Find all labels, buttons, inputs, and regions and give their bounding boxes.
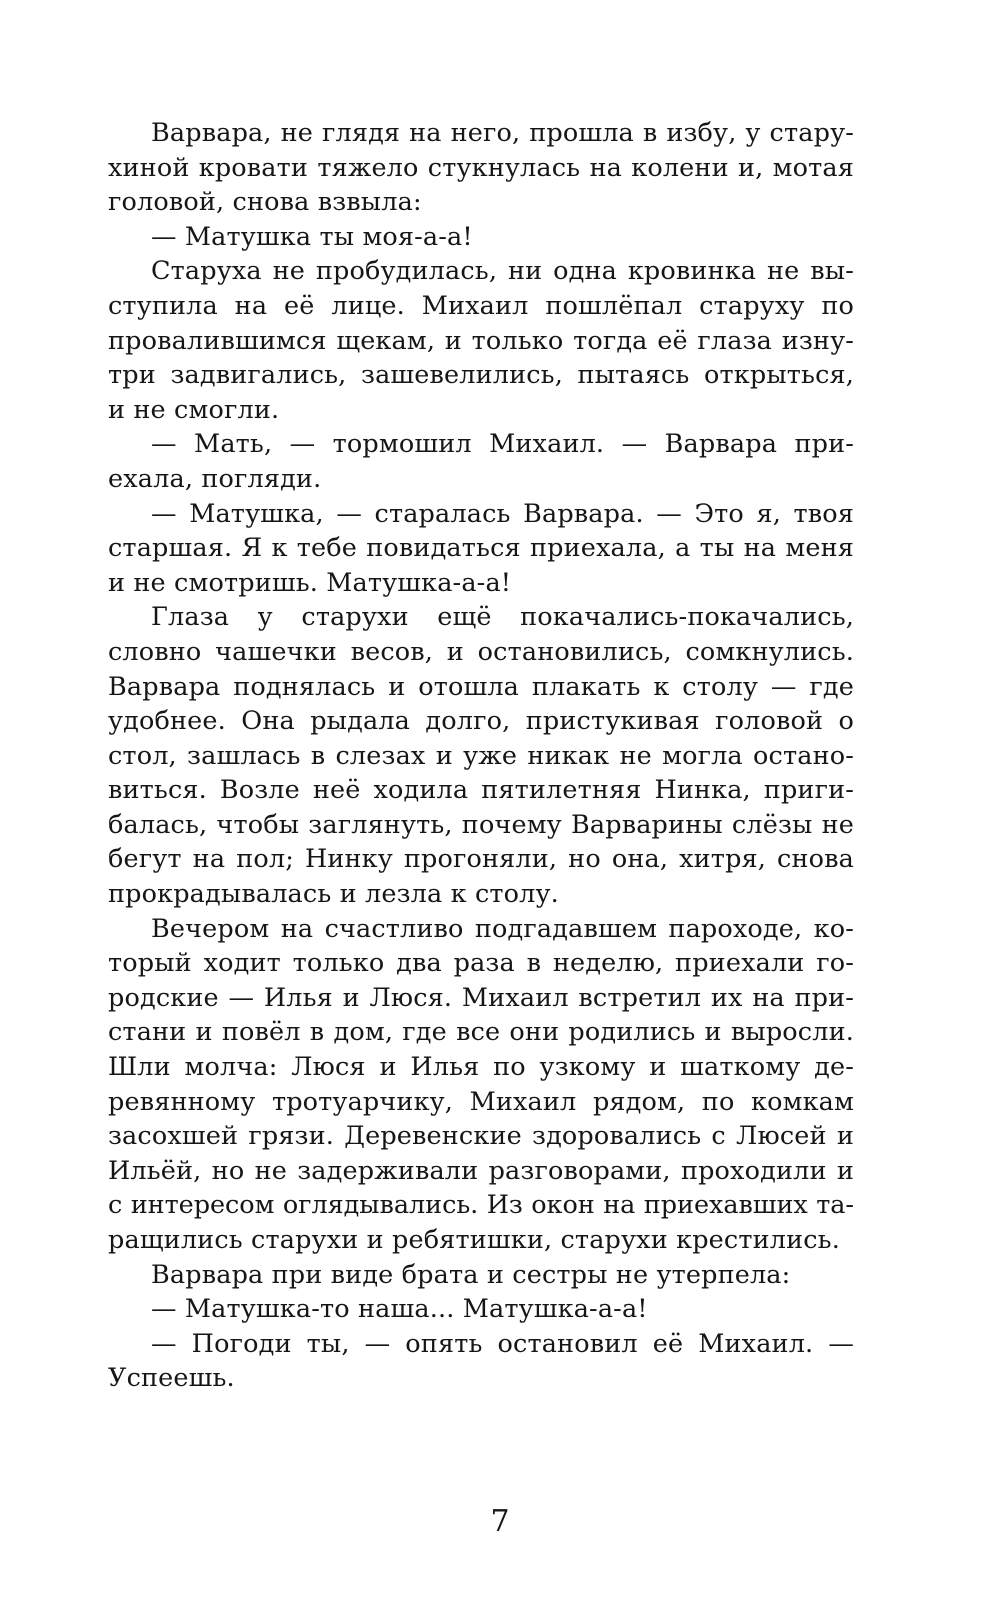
text-line: Глаза у старухи ещё покачались-покачались, bbox=[151, 602, 854, 633]
text-line: стол, зашлась в слезах и уже никак не могла остано- bbox=[108, 740, 854, 771]
text-line: — Матушка ты моя-а-а! bbox=[151, 221, 473, 252]
text-line: и не смотришь. Матушка-а-а! bbox=[108, 567, 512, 598]
text-line: Ильёй, но не задерживали разговорами, проходили и bbox=[108, 1155, 854, 1186]
text-line: три задвигались, зашевелились, пытаясь открыться, bbox=[108, 360, 854, 391]
text-line: Старуха не пробудилась, ни одна кровинка не вы- bbox=[151, 256, 854, 287]
text-line: Вечером на счастливо подгадавшем пароходе, ко- bbox=[151, 913, 854, 944]
text-line: Варвара, не глядя на него, прошла в избу, у стару- bbox=[151, 118, 854, 148]
text-line: головой, снова взвыла: bbox=[108, 187, 422, 218]
text-line: стани и повёл в дом, где все они родились и выросли. bbox=[108, 1017, 854, 1048]
text-line: прокрадывалась и лезла к столу. bbox=[108, 879, 559, 910]
text-line: ревянному тротуарчику, Михаил рядом, по комкам bbox=[108, 1086, 854, 1117]
text-line: хиной кровати тяжело стукнулась на колени и, мотая bbox=[108, 152, 854, 183]
text-line: родские — Илья и Люся. Михаил встретил их на при- bbox=[108, 982, 854, 1013]
text-line: Шли молча: Люся и Илья по узкому и шаткому де- bbox=[108, 1052, 854, 1083]
text-line: — Матушка-то наша... Матушка-а-а! bbox=[151, 1294, 648, 1325]
text-line: виться. Возле неё ходила пятилетняя Нинка, приги- bbox=[108, 775, 854, 806]
text-line: — Мать, — тормошил Михаил. — Варвара при- bbox=[151, 429, 854, 460]
text-line: удобнее. Она рыдала долго, пристукивая головой о bbox=[108, 706, 854, 737]
text-line: ращились старухи и ребятишки, старухи крестились. bbox=[108, 1225, 840, 1255]
text-line: с интересом оглядывались. Из окон на приехавших та- bbox=[108, 1190, 854, 1221]
text-line: и не смогли. bbox=[108, 394, 280, 425]
text-line: Варвара при виде брата и сестры не утерпела: bbox=[151, 1259, 791, 1290]
text-line: торый ходит только два раза в неделю, приехали го- bbox=[108, 948, 854, 979]
text-line: Успеешь. bbox=[108, 1363, 235, 1394]
page-number: 7 bbox=[490, 1504, 510, 1539]
text-line: — Матушка, — старалась Варвара. — Это я, твоя bbox=[151, 498, 854, 529]
text-line: — Погоди ты, — опять остановил её Михаил. — bbox=[151, 1328, 854, 1359]
text-line: старшая. Я к тебе повидаться приехала, а ты на меня bbox=[108, 533, 854, 564]
text-line: провалившимся щекам, и только тогда её глаза изну- bbox=[108, 325, 854, 356]
text-line: словно чашечки весов, и остановились, сомкнулись. bbox=[108, 636, 854, 667]
text-line: балась, чтобы заглянуть, почему Варварины слёзы не bbox=[108, 809, 854, 840]
text-line: ехала, погляди. bbox=[108, 463, 322, 494]
body-text bbox=[108, 116, 854, 1396]
text-line: бегут на пол; Нинку прогоняли, но она, хитря, снова bbox=[108, 844, 854, 875]
text-line: Варвара поднялась и отошла плакать к столу — где bbox=[108, 671, 854, 702]
text-line: засохшей грязи. Деревенские здоровались с Люсей и bbox=[108, 1121, 854, 1152]
text-line: ступила на её лице. Михаил пошлёпал старуху по bbox=[108, 290, 854, 321]
